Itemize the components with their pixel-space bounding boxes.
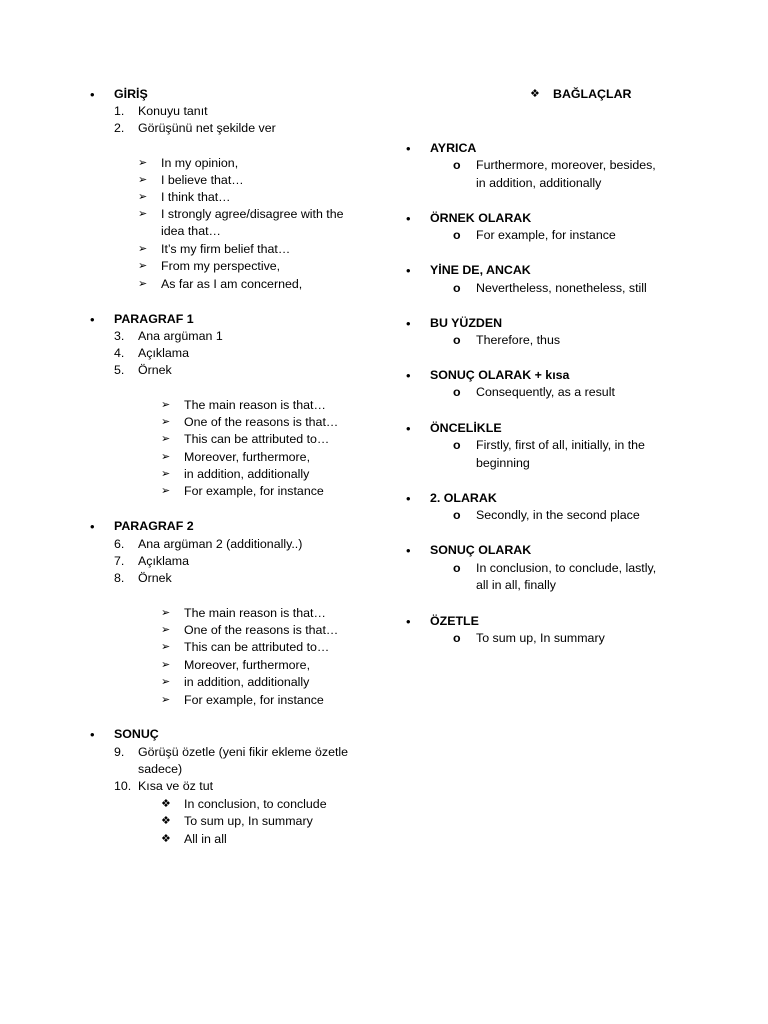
arrow-icon: ➢ <box>138 208 148 220</box>
bullet-icon: • <box>406 141 411 156</box>
bullet-icon: • <box>406 491 411 506</box>
diamond-icon: ❖ <box>161 833 171 845</box>
circle-bullet-icon: o <box>453 631 461 645</box>
bullet-icon: • <box>406 543 411 558</box>
diamond-icon: ❖ <box>530 88 540 100</box>
arrow-icon: ➢ <box>161 676 171 688</box>
page-title: BAĞLAÇLAR <box>553 87 632 101</box>
section-heading: PARAGRAF 1 <box>114 312 194 326</box>
arrow-icon: ➢ <box>161 468 171 480</box>
bullet-icon: • <box>90 87 95 102</box>
bullet-icon: • <box>406 421 411 436</box>
arrow-icon: ➢ <box>138 260 148 272</box>
bullet-icon: • <box>406 211 411 226</box>
arrow-icon: ➢ <box>138 191 148 203</box>
arrow-icon: ➢ <box>161 451 171 463</box>
circle-bullet-icon: o <box>453 333 461 347</box>
arrow-icon: ➢ <box>161 485 171 497</box>
circle-bullet-icon: o <box>453 385 461 399</box>
circle-bullet-icon: o <box>453 281 461 295</box>
bullet-icon: • <box>406 316 411 331</box>
bullet-icon: • <box>406 368 411 383</box>
arrow-icon: ➢ <box>161 399 171 411</box>
arrow-icon: ➢ <box>138 157 148 169</box>
circle-bullet-icon: o <box>453 228 461 242</box>
arrow-icon: ➢ <box>138 243 148 255</box>
section-heading: GİRİŞ <box>114 87 148 101</box>
bullet-icon: • <box>90 312 95 327</box>
arrow-icon: ➢ <box>161 416 171 428</box>
circle-bullet-icon: o <box>453 561 461 575</box>
circle-bullet-icon: o <box>453 438 461 452</box>
bullet-icon: • <box>90 519 95 534</box>
bullet-icon: • <box>406 614 411 629</box>
arrow-icon: ➢ <box>161 659 171 671</box>
arrow-icon: ➢ <box>138 278 148 290</box>
arrow-icon: ➢ <box>161 433 171 445</box>
circle-bullet-icon: o <box>453 508 461 522</box>
section-heading: PARAGRAF 2 <box>114 519 194 533</box>
bullet-icon: • <box>90 727 95 742</box>
section-heading: SONUÇ <box>114 727 159 741</box>
circle-bullet-icon: o <box>453 158 461 172</box>
diamond-icon: ❖ <box>161 815 171 827</box>
arrow-icon: ➢ <box>161 607 171 619</box>
arrow-icon: ➢ <box>161 641 171 653</box>
diamond-icon: ❖ <box>161 798 171 810</box>
arrow-icon: ➢ <box>138 174 148 186</box>
arrow-icon: ➢ <box>161 624 171 636</box>
arrow-icon: ➢ <box>161 694 171 706</box>
bullet-icon: • <box>406 263 411 278</box>
